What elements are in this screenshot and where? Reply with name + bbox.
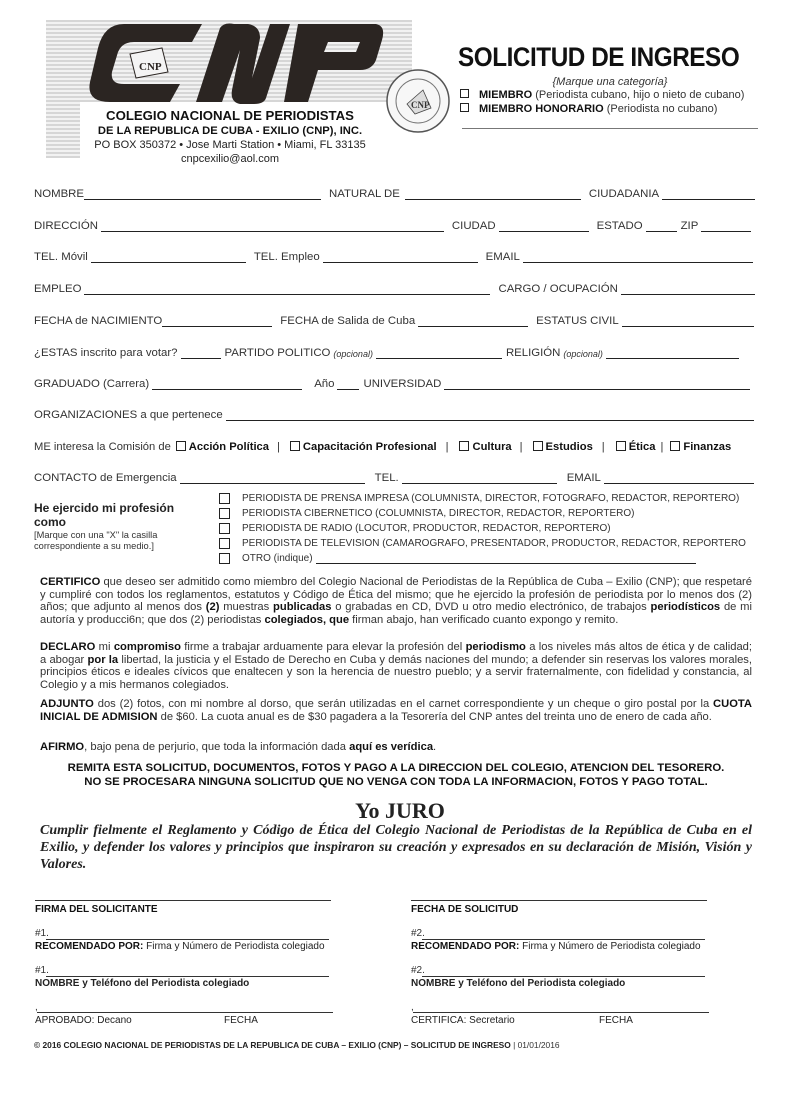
fecha-solicitud-line[interactable] xyxy=(411,900,707,901)
profession-title: He ejercido mi profesión como xyxy=(34,501,175,529)
checkbox-icon[interactable] xyxy=(290,441,300,451)
text-bold: (2) xyxy=(205,601,220,614)
aprobado-line[interactable] xyxy=(37,1012,333,1013)
text-bold: publicadas xyxy=(273,601,332,614)
certifica-line[interactable] xyxy=(413,1012,709,1013)
label-empleo: EMPLEO xyxy=(34,283,82,295)
profession-option-cibernetico[interactable] xyxy=(219,508,634,519)
text: firme a trabajar arduamente para elevar la profesión del xyxy=(180,641,466,653)
commission-estudios[interactable] xyxy=(531,441,593,453)
commission-capacitacion[interactable] xyxy=(288,441,437,453)
checkbox-icon[interactable] xyxy=(533,441,543,451)
label-partido: PARTIDO POLITICO xyxy=(224,347,331,359)
contacto-tel-input[interactable] xyxy=(402,472,557,484)
commission-accion-politica[interactable] xyxy=(174,441,269,453)
contacto-input[interactable] xyxy=(180,472,365,484)
label-cargo: CARGO / OCUPACIÓN xyxy=(498,283,618,295)
dot-mark: , xyxy=(35,1002,38,1013)
footer-copyright: © 2016 COLEGIO NACIONAL DE PERIODISTAS DE LA REPUBLICA DE CUBA – EXILIO (CNP) – SOLICITUD DE INGRESO xyxy=(34,1040,511,1050)
commission-label: Cultura xyxy=(472,441,512,453)
label-ciudad: CIUDAD xyxy=(451,220,496,232)
label-email: EMAIL xyxy=(485,251,520,263)
checkbox-icon[interactable] xyxy=(219,523,230,534)
label-certifica: CERTIFICA: Secretario xyxy=(411,1015,515,1026)
label-tel-movil: TEL. Móvil xyxy=(34,251,88,263)
commission-finanzas[interactable] xyxy=(668,441,731,453)
commission-label: Ética xyxy=(628,441,656,453)
label-estado: ESTADO xyxy=(596,220,643,232)
org-subtitle: DE LA REPUBLICA DE CUBA - EXILIO (CNP), INC. xyxy=(97,125,363,137)
checkbox-icon[interactable] xyxy=(460,103,469,112)
num-1: #1. xyxy=(35,965,49,976)
firma-line[interactable] xyxy=(35,900,331,901)
fecha-salida-input[interactable] xyxy=(418,315,528,327)
text: muestras xyxy=(219,601,274,614)
paragraph-declaro xyxy=(40,641,752,691)
otro-input[interactable] xyxy=(316,553,696,564)
zip-input[interactable] xyxy=(701,220,751,232)
option-label: PERIODISTA CIBERNETICO (COLUMNISTA, DIRECTOR, REDACTOR, REPORTERO) xyxy=(242,508,635,519)
ciudadania-input[interactable] xyxy=(662,188,755,200)
nombre-2-line[interactable] xyxy=(422,976,705,977)
text: que deseo ser admitido como miembro del Colegio Nacional de Periodistas de la República de Cuba – Exilio (CNP); que respetaré y cumpliré con todos los reglamentos, estatutos y Código de Ética del mismo; que he ejercido la profesión de periodista por lo menos dos (2) años; que adjunto al menos dos xyxy=(40,576,752,614)
label-fecha-nacimiento: FECHA de NACIMIENTO xyxy=(34,315,163,327)
org-name: COLEGIO NACIONAL DE PERIODISTAS xyxy=(106,108,354,123)
label-tel-empleo: TEL. Empleo xyxy=(253,251,320,263)
label-ciudadania: CIUDADANIA xyxy=(588,188,660,200)
label-estatus-civil: ESTATUS CIVIL xyxy=(536,315,619,327)
adjunto-lead: ADJUNTO xyxy=(40,698,94,710)
text: firman abajo, han verificado cuanto expongo y remito. xyxy=(349,613,619,626)
ciudad-input[interactable] xyxy=(499,220,589,232)
checkbox-icon[interactable] xyxy=(459,441,469,451)
label-tel: TEL. xyxy=(374,472,399,484)
graduado-input[interactable] xyxy=(152,378,302,390)
commission-label: Estudios xyxy=(545,441,593,453)
separator: | xyxy=(601,441,605,453)
declaro-lead: DECLARO xyxy=(40,641,96,653)
oath-title: Yo JURO xyxy=(355,798,445,823)
nombre-1-line[interactable] xyxy=(46,976,329,977)
votar-input[interactable] xyxy=(181,347,221,359)
svg-text:CNP: CNP xyxy=(411,100,430,110)
num-1: #1. xyxy=(35,928,49,939)
checkbox-icon[interactable] xyxy=(616,441,626,451)
text: Firma y Número de Periodista colegiado xyxy=(519,941,701,952)
label-natural: NATURAL DE xyxy=(329,188,400,200)
remit-line-2: NO SE PROCESARA NINGUNA SOLICITUD QUE NO VENGA CON TODA LA INFORMACION, FOTOS Y PAGO TOTAL. xyxy=(84,776,708,788)
label-recomendado-1 xyxy=(35,941,325,952)
afirmo-lead: AFIRMO xyxy=(40,741,85,753)
org-address: PO BOX 350372 • Jose Marti Station • Miami, FL 33135 xyxy=(94,139,366,151)
row-comisiones xyxy=(34,437,766,453)
remit-line-1: REMITA ESTA SOLICITUD, DOCUMENTOS, FOTOS Y PAGO A LA DIRECCION DEL COLEGIO, ATENCION DEL TESORERO. xyxy=(67,762,725,774)
option-label: PERIODISTA DE RADIO (LOCUTOR, PRODUCTOR, REDACTOR, REPORTERO) xyxy=(242,523,611,534)
email-input[interactable] xyxy=(523,251,753,263)
text-bold: por la xyxy=(87,653,119,666)
text: Firma y Número de Periodista colegiado xyxy=(143,941,325,952)
partido-input[interactable] xyxy=(376,347,502,359)
option-label: PERIODISTA DE PRENSA IMPRESA (COLUMNISTA, DIRECTOR, FOTOGRAFO, REDACTOR, REPORTERO) xyxy=(242,493,740,504)
text-bold: compromiso xyxy=(113,641,181,653)
text: . xyxy=(433,741,437,753)
checkbox-icon[interactable] xyxy=(670,441,680,451)
paragraph-afirmo xyxy=(40,741,752,754)
paragraph-certifico xyxy=(40,576,752,626)
empleo-input[interactable] xyxy=(84,283,490,295)
category-name: MIEMBRO HONORARIO xyxy=(479,103,604,115)
nombre-input[interactable] xyxy=(84,188,321,200)
label-zip: ZIP xyxy=(680,220,699,232)
label-anio: Año xyxy=(314,378,335,390)
tel-empleo-input[interactable] xyxy=(323,251,478,263)
tel-movil-input[interactable] xyxy=(91,251,246,263)
logo-letter-p xyxy=(284,24,383,102)
estado-input[interactable] xyxy=(646,220,677,232)
org-email: cnpcexilio@aol.com xyxy=(181,153,279,165)
text-bold: periodísticos xyxy=(650,601,721,614)
text-bold: RECOMENDADO POR: xyxy=(411,941,520,952)
row-direccion xyxy=(34,216,766,232)
text: , bajo pena de perjurio, que toda la información dada xyxy=(84,741,350,753)
text: o grabadas en CD, DVD u otro medio electrónico, de trabajos xyxy=(331,601,651,614)
label-universidad: UNIVERSIDAD xyxy=(363,378,442,390)
label-religion: RELIGIÓN xyxy=(505,347,561,359)
category-desc: (Periodista no cubano) xyxy=(606,103,718,115)
title-divider xyxy=(462,128,758,129)
category-instruction: {Marque una categoría} xyxy=(552,76,668,88)
text: de $60. La cuota anual es de $30 pagadera a la Tesorería del CNP antes del treinta uno de enero de cada año. xyxy=(157,710,712,723)
option-label: PERIODISTA DE TELEVISION (CAMAROGRAFO, PRESENTADOR, PRODUCTOR, REDACTOR, REPORTERO xyxy=(242,538,746,549)
label-fecha-salida: FECHA de Salida de Cuba xyxy=(280,315,416,327)
text-bold: CUOTA INICIAL DE ADMISION xyxy=(40,698,752,723)
label-opcional: (opcional) xyxy=(563,349,603,359)
label-nombre-2: NOMBRE y Teléfono del Periodista colegiado xyxy=(411,978,626,989)
label-aprobado: APROBADO: Decano xyxy=(35,1015,132,1026)
option-label: OTRO (indique) xyxy=(242,553,313,564)
label-comision: ME interesa la Comisión de xyxy=(34,441,171,453)
label-firma-text: FIRMA DEL SOLICITANTE xyxy=(35,904,158,915)
religion-input[interactable] xyxy=(606,347,739,359)
separator: | xyxy=(519,441,523,453)
row-organizaciones xyxy=(34,405,766,421)
label-nombre: NOMBRE xyxy=(34,188,84,200)
organizaciones-input[interactable] xyxy=(226,409,754,421)
label-opcional: (opcional) xyxy=(333,349,373,359)
row-telefonos xyxy=(34,247,766,263)
checkbox-icon[interactable] xyxy=(219,553,230,564)
natural-input[interactable] xyxy=(405,188,581,200)
label-email: EMAIL xyxy=(566,472,601,484)
estatus-civil-input[interactable] xyxy=(622,315,754,327)
row-graduado xyxy=(34,374,766,390)
label-nombre-1: NOMBRE y Teléfono del Periodista colegiado xyxy=(35,978,250,989)
text-bold: aquí es verídica xyxy=(349,741,434,753)
row-fechas xyxy=(34,311,766,327)
text: de mi autoría y producci6n; que dos (2) periodistas xyxy=(40,601,752,626)
text-bold: RECOMENDADO POR: xyxy=(35,941,144,952)
category-miembro-honorario[interactable] xyxy=(460,103,717,115)
paragraph-adjunto xyxy=(40,698,752,723)
commission-etica[interactable] xyxy=(614,441,656,453)
category-miembro[interactable] xyxy=(460,89,744,101)
commission-label: Finanzas xyxy=(683,441,732,453)
text: mi xyxy=(95,641,114,653)
recomendado-1-line[interactable] xyxy=(46,939,329,940)
label-direccion: DIRECCIÓN xyxy=(34,220,98,232)
separator: | xyxy=(445,441,449,453)
label-fecha-aprobado: FECHA xyxy=(224,1015,258,1026)
footer-date: | 01/01/2016 xyxy=(510,1040,560,1050)
checkbox-icon[interactable] xyxy=(176,441,186,451)
fecha-nacimiento-input[interactable] xyxy=(162,315,272,327)
direccion-input[interactable] xyxy=(101,220,444,232)
label-firma xyxy=(35,904,158,915)
row-politica xyxy=(34,343,766,359)
separator: | xyxy=(660,441,664,453)
universidad-input[interactable] xyxy=(444,378,750,390)
cnp-logo xyxy=(84,18,384,108)
category-name: MIEMBRO xyxy=(479,89,533,101)
text: a los niveles más altos de ética y de calidad; a abogar xyxy=(40,641,753,666)
label-contacto: CONTACTO de Emergencia xyxy=(34,472,177,484)
label-fecha-solicitud xyxy=(411,904,518,915)
emblem-text: CNP xyxy=(139,61,162,73)
separator: | xyxy=(277,441,280,453)
label-fecha-solicitud-text: FECHA DE SOLICITUD xyxy=(411,904,519,915)
row-empleo xyxy=(34,279,766,295)
contacto-email-input[interactable] xyxy=(604,472,754,484)
logo-emblem-icon xyxy=(130,48,168,78)
text-bold: colegiados, que xyxy=(264,613,350,626)
profession-option-otro[interactable] xyxy=(219,553,696,564)
oath-text: Cumplir fielmente el Reglamento y Código de Ética del Colegio Nacional de Periodistas de la República de Cuba en el Exilio, y defender los valores y principios que inspiraron su creación y expresados en su declaración de Misión, Visión y Valores. xyxy=(40,823,752,872)
profession-option-prensa[interactable] xyxy=(219,493,739,504)
profession-option-television[interactable] xyxy=(219,538,746,549)
label-graduado: GRADUADO (Carrera) xyxy=(34,378,150,390)
num-2: #2. xyxy=(411,928,425,939)
row-contacto xyxy=(34,468,766,484)
label-recomendado-2 xyxy=(411,941,701,952)
logo-letter-n xyxy=(196,24,290,105)
checkbox-icon[interactable] xyxy=(460,89,469,98)
profession-option-radio[interactable] xyxy=(219,523,611,534)
recomendado-2-line[interactable] xyxy=(422,939,705,940)
text-bold: periodismo xyxy=(465,641,526,653)
row-nombre xyxy=(34,184,766,200)
page-title: SOLICITUD DE INGRESO xyxy=(458,42,740,72)
commission-label: Acción Política xyxy=(188,441,269,453)
text: dos (2) fotos, con mi nombre al dorso, que serán utilizadas en el carnet correspondiente y un cheque o giro postal por la xyxy=(93,698,714,710)
anio-input[interactable] xyxy=(337,378,359,390)
cargo-input[interactable] xyxy=(621,283,755,295)
dot-mark: , xyxy=(411,1002,414,1013)
category-desc: (Periodista cubano, hijo o nieto de cubano) xyxy=(535,89,745,101)
commission-label: Capacitación Profesional xyxy=(302,441,437,453)
footer xyxy=(34,1040,560,1050)
label-organizaciones: ORGANIZACIONES a que pertenece xyxy=(34,409,223,421)
commission-cultura[interactable] xyxy=(457,441,511,453)
checkbox-icon[interactable] xyxy=(219,508,230,519)
checkbox-icon[interactable] xyxy=(219,538,230,549)
seal-icon xyxy=(385,68,451,134)
num-2: #2. xyxy=(411,965,425,976)
checkbox-icon[interactable] xyxy=(219,493,230,504)
text: libertad, la justicia y el Estado de Derecho en Cuba y demás naciones del mundo; a defender sin reservas los valores morales, principios éticos e ideales cívicos que enaltecen y son la herencia de nuestro pueblo; y a servir fraternalmente, con fidelidad y constancia, al Colegio y a mis hermanos colegiados. xyxy=(40,653,753,691)
certifico-lead: CERTIFICO xyxy=(40,576,101,588)
profession-note: [Marque con una "X" la casilla correspondiente a su medio.] xyxy=(34,530,158,551)
label-votar: ¿ESTAS inscrito para votar? xyxy=(34,347,178,359)
label-fecha-certifica: FECHA xyxy=(599,1015,633,1026)
